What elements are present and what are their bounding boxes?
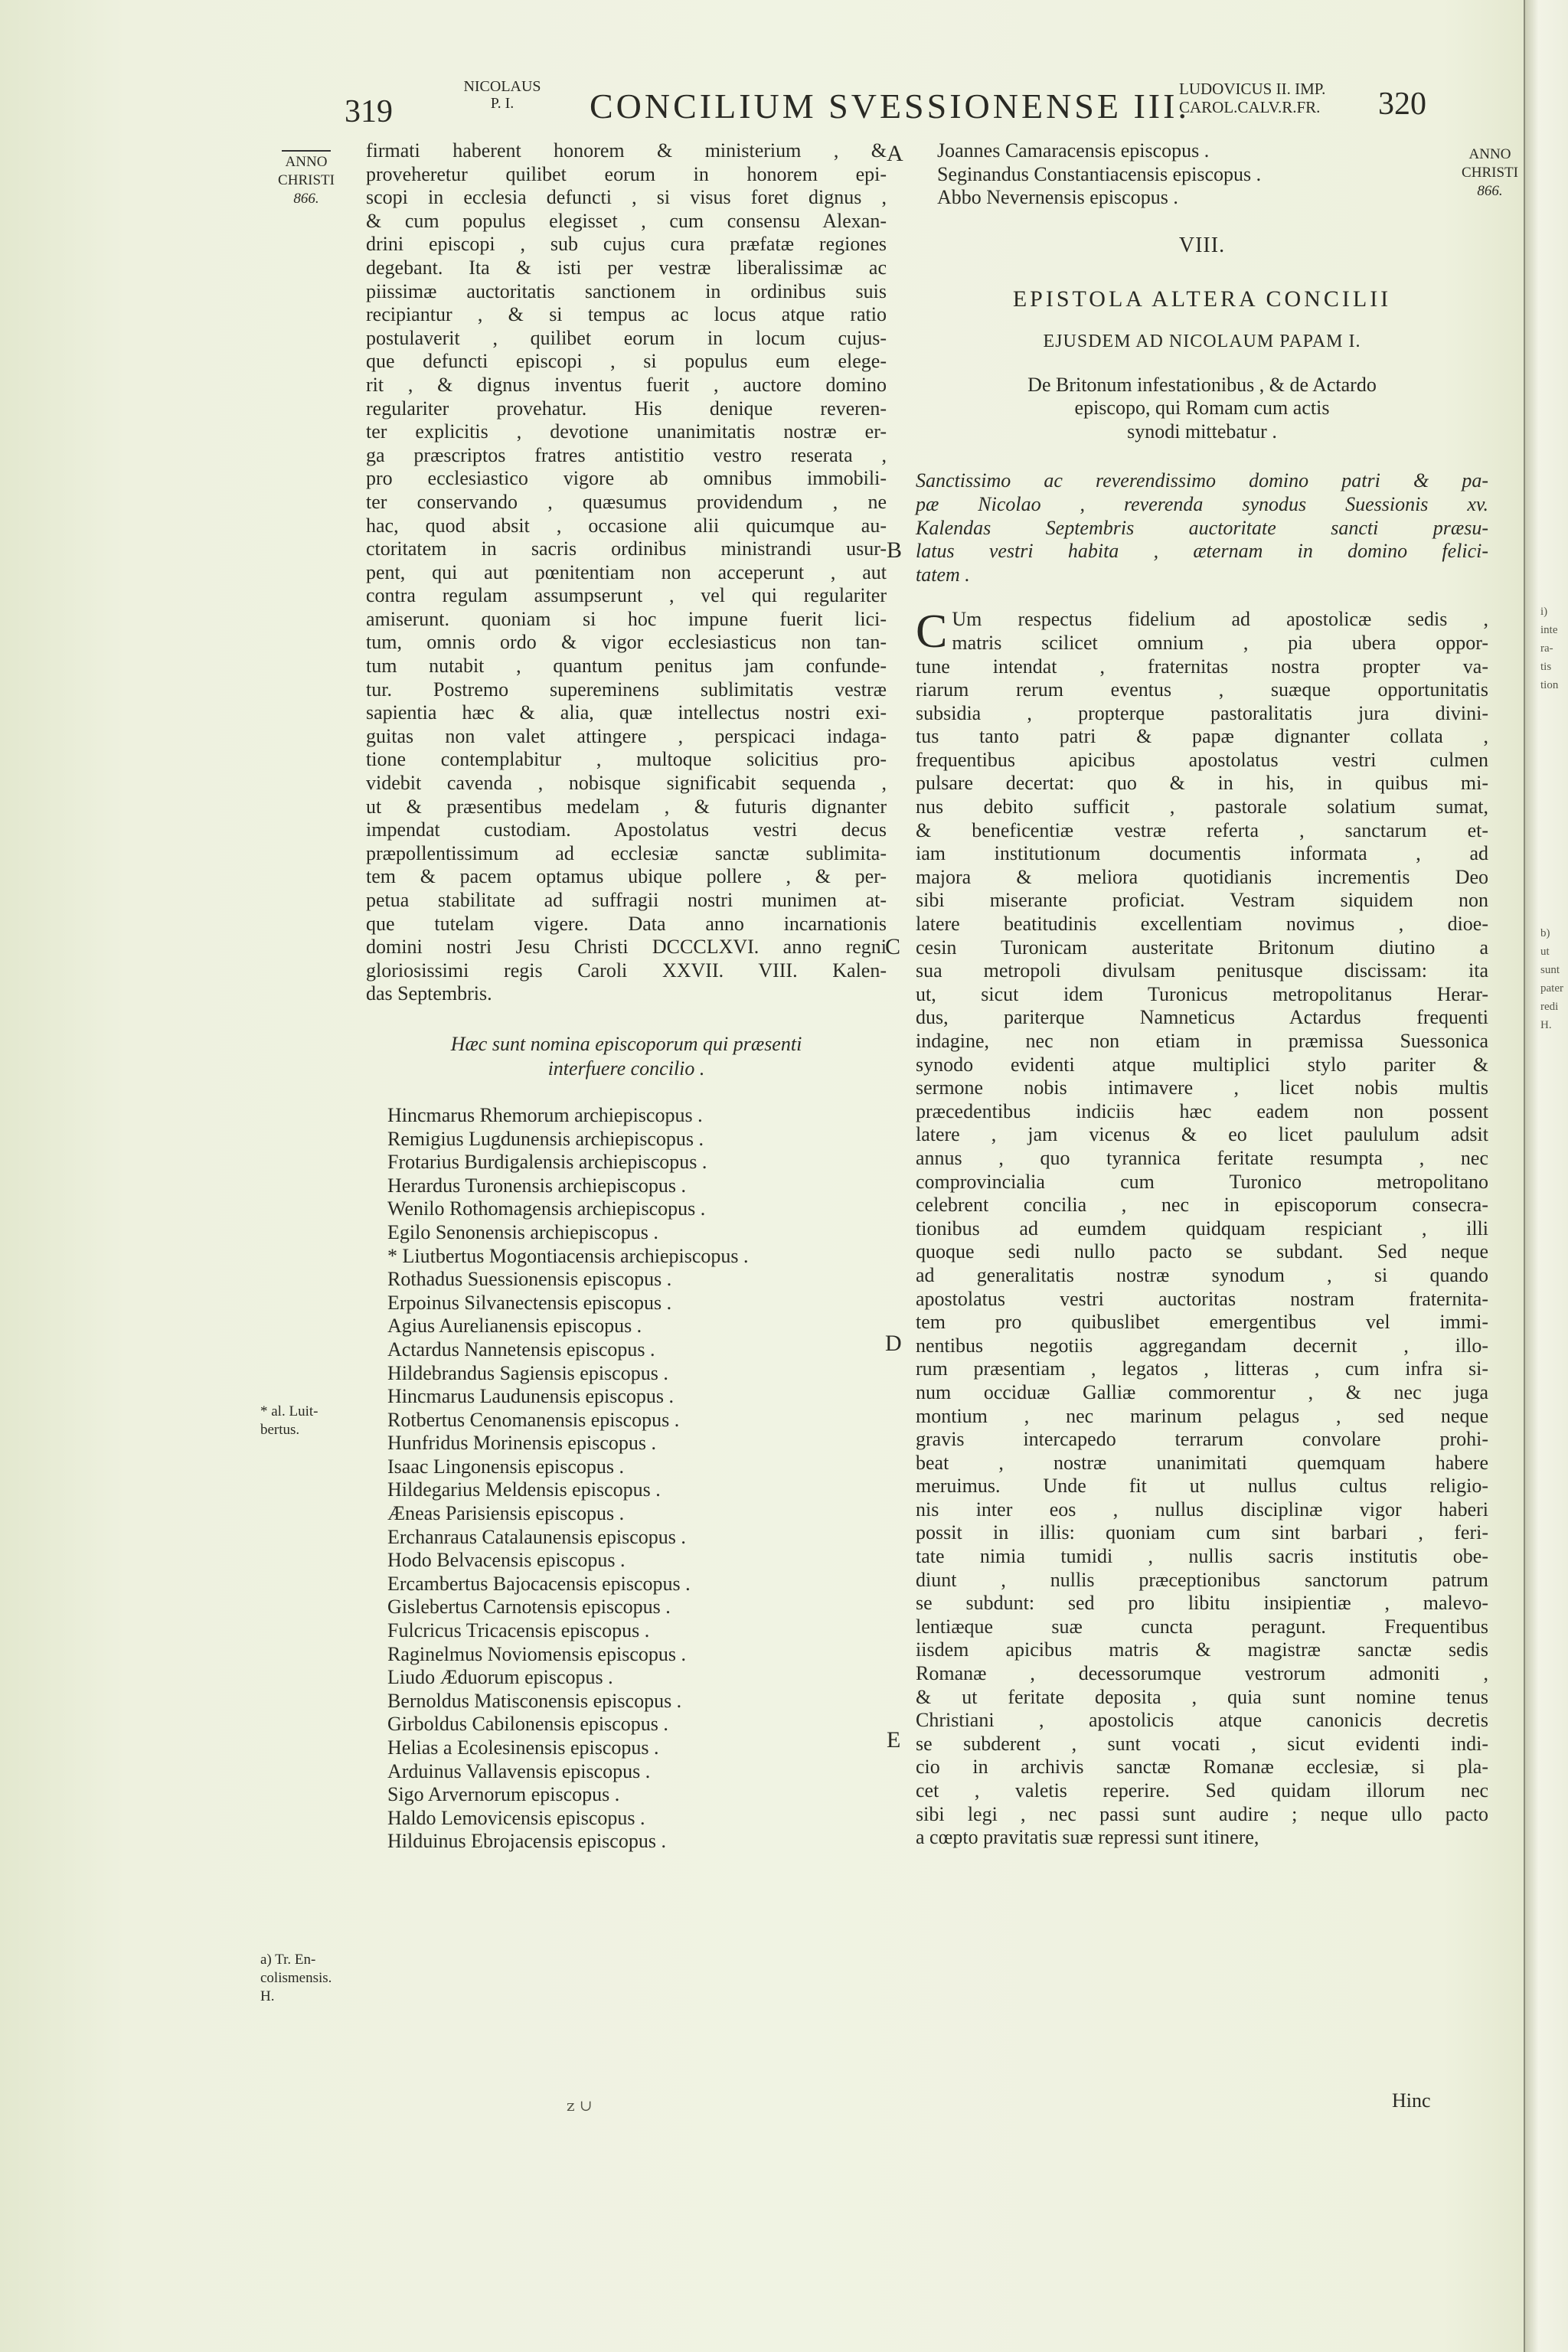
bishop-name: Agius Aurelianensis episcopus . [387,1315,642,1338]
body-line: latere beatitudinis excellentiam novimus , dioe- [916,913,1488,936]
body-line: amiserunt. quoniam si hoc impune fuerit lici- [366,607,887,630]
body-line: rum præsentiam , legatos , litteras , cum infra si- [916,1357,1488,1380]
epistle-summary [916,374,1488,444]
body-line: recipiantur , & si tempus ac locus atque ratio [366,303,887,326]
body-line: majora & meliora quotidianis incrementis Deo [916,865,1488,888]
body-line: tum, omnis ordo & vigor ecclesiasticus non tan- [366,631,887,654]
body-line: tur. Postremo supereminens sublimitatis vestræ [366,678,887,701]
bishop-name: Herardus Turonensis archiepiscopus . [387,1174,686,1197]
bishop-name: Egilo Senonensis archiepiscopus . [387,1220,658,1243]
bishop-name: Hincmarus Rhemorum archiepiscopus . [387,1103,703,1126]
body-line: riarum rerum eventus , suæque opportunitatis [916,678,1488,701]
left-running-head-sub: P. I. [490,95,514,112]
body-line: num occiduæ Galliæ commorentur , & nec juga [916,1380,1488,1403]
body-line: celebrent concilia , nec in episcoporum consecra- [916,1194,1488,1217]
left-running-head-sup: NICOLAUS [463,78,541,95]
bishop-name: Erchanraus Catalaunensis episcopus . [387,1525,686,1548]
bottom-mark: z ∪ [567,2096,593,2115]
edge-note-fragment: b) [1540,927,1550,939]
body-line: cet , valetis reperire. Sed quidam illorum nec [916,1779,1488,1802]
bishop-names-list [366,1104,887,1854]
edge-note-fragment: i) [1540,606,1548,618]
bishop-name: Remigius Lugdunensis archiepiscopus . [387,1127,704,1150]
body-line: possit in illis: quoniam cum sint barbari , feri- [916,1521,1488,1544]
body-line: hac, quod absit , occasione alii quicumque au- [366,514,887,537]
left-margin-year [260,150,352,208]
body-line: ga præscriptos fratres antistitio vestro reserata , [366,443,887,466]
drop-capital: C [916,606,948,658]
edge-note-fragment: ra- [1540,642,1553,655]
body-line: nus debito sufficit , pastorale solatium sumat, [916,795,1488,818]
body-line: drini episcopi , sub cujus cura præfatæ regiones [366,233,887,256]
body-line: pulsare decertat: quo & in his, in quibus mi- [916,772,1488,795]
body-line: Romanæ , decessorumque vestrorum admoniti , [916,1662,1488,1685]
body-line: tionibus ad eumdem quidquam respiciant , illi [916,1217,1488,1240]
body-line: præpollentissimum ad ecclesiæ sanctæ sublimita- [366,841,887,864]
margin-anno: ANNO [285,154,328,170]
right-column [916,139,1488,1850]
letter-body-text [916,608,1488,1849]
body-line: se subdunt: sed pro libitu insipientiæ , malevo- [916,1592,1488,1615]
edge-note-fragment: inte [1540,624,1558,636]
bishop-name: Girboldus Cabilonensis episcopus . [387,1713,668,1736]
body-line: tum nutabit , quantum penitus jam confunde- [366,655,887,678]
section-marker-e: E [887,1727,901,1753]
summary-line: synodi mittebatur . [1127,420,1277,443]
bishop-name: Rotbertus Cenomanensis episcopus . [387,1408,680,1431]
body-line: gravis intercapedo terrarum convolare prohi- [916,1428,1488,1451]
next-page-edge [1524,0,1568,2352]
names-heading [366,1032,887,1081]
body-line: apostolatus vestri auctoritas nostram fraternita- [916,1287,1488,1310]
bishop-name: * Liutbertus Mogontiacensis archiepiscopus . [387,1244,749,1267]
edge-note-fragment: redi [1540,1001,1559,1013]
body-line: diunt , nullis præceptionibus sanctorum patrum [916,1568,1488,1591]
edge-note-fragment: H. [1540,1019,1552,1031]
body-line: latere , jam vicenus & eo licet paululum adsit [916,1123,1488,1146]
body-line: postulaverit , quilibet eorum in locum cujus- [366,326,887,349]
body-line: Christiani , apostolicis atque canonicis decretis [916,1709,1488,1732]
margin-rule [282,150,331,152]
body-line: matris scilicet omnium , pia ubera oppor- [952,631,1488,654]
body-line: ad generalitatis nostræ synodum , si quando [916,1263,1488,1286]
footnote-line: bertus. [260,1422,300,1438]
bishop-name: Bernoldus Matisconensis episcopus . [387,1689,682,1712]
body-line: comprovincialia cum Turonico metropolitano [916,1170,1488,1193]
footnote-helias [260,1951,357,2006]
body-line: indagine, nec non etiam in præmissa Suessonica [916,1030,1488,1052]
body-line: se subderent , sunt vocati , sicut evidenti indi- [916,1732,1488,1755]
bishop-name: Haldo Lemovicensis episcopus . [387,1806,645,1829]
bishop-name: Seginandus Constantiacensis episcopus . [937,162,1262,185]
body-line: degebant. Ita & isti per vestræ liberalissimæ ac [366,256,887,279]
footnote-line: a) Tr. En- [260,1952,316,1968]
body-line: que defuncti episcopi , si populus eum elege- [366,350,887,373]
section-number: VIII. [1178,233,1226,257]
body-line: ter conservando , quæsumus providendum , ne [366,490,887,513]
bishop-name: Gislebertus Carnotensis episcopus . [387,1596,671,1619]
body-line: impendat custodiam. Apostolatus vestri decus [366,818,887,841]
right-page-number: 320 [1378,87,1426,122]
body-line: a cœpto pravitatis suæ repressi sunt itinere, [916,1826,1259,1849]
body-line: firmati haberent honorem & ministerium , & [366,139,887,162]
page-title: CONCILIUM SVESSIONENSE III. [590,87,1190,126]
bishop-name: Arduinus Vallavensis episcopus . [387,1759,651,1782]
names-heading-line: interfuere concilio . [547,1057,705,1080]
body-line: piissimæ auctoritatis sanctionem in ordinibus suis [366,279,887,302]
body-line: cesin Turonicam austeritate Britonum diutino a [916,936,1488,959]
body-line: pro ecclesiastico vigore ab omnibus immobili- [366,467,887,490]
edge-note-fragment: pater [1540,982,1563,995]
body-line: sua metropoli divulsam penitusque discissam: ita [916,959,1488,982]
body-line: ut, sicut idem Turonicus metropolitanus Herar- [916,982,1488,1005]
edge-note-fragment: tis [1540,661,1552,673]
salutation-line: Sanctissimo ac reverendissimo domino patri & pa- [916,469,1488,492]
body-line: proveheretur quilibet eorum in honorem epi- [366,162,887,185]
body-line: iisdem apicibus matris & magistræ sanctæ sedis [916,1638,1488,1661]
salutation-line: pæ Nicolao , reverenda synodus Suessionis xv. [916,492,1488,515]
body-line: das Septembris. [366,982,492,1005]
bishop-name: Liudo Æduorum episcopus . [387,1666,613,1689]
edge-note-fragment: ut [1540,946,1550,958]
body-line: ctoritatem in sacris ordinibus ministrandi usur- [366,537,887,560]
section-marker-b: B [887,537,903,563]
body-line: scopi in ecclesia defuncti , si visus foret dignus , [366,186,887,209]
body-line: tus tanto patri & papæ dignanter collata , [916,725,1488,748]
section-marker-c: C [885,934,901,959]
bishop-name: Sigo Arvernorum episcopus . [387,1783,620,1806]
body-line: videbit cavenda , nobisque significabit sequenda , [366,772,887,795]
body-line: tem & pacem optamus ubique pollere , & per- [366,865,887,888]
body-line: sermone nobis intimavere , licet nobis multis [916,1076,1488,1099]
body-line: & ut feritate deposita , quia sunt nomine tenus [916,1685,1488,1708]
bishop-name: Hildegarius Meldensis episcopus . [387,1478,661,1501]
right-running-head-sub: CAROL.CALV.R.FR. [1179,98,1321,116]
body-line: subsidia , propterque pastoralitatis jura divini- [916,701,1488,724]
bishop-name: Frotarius Burdigalensis archiepiscopus . [387,1151,707,1174]
body-line: nis inter eos , nullus disciplinæ vigor haberi [916,1498,1488,1521]
body-line: frequentibus apicibus apostolatus vestri culmen [916,748,1488,771]
body-line: annus , quo tyrannica feritate resumpta , nec [916,1146,1488,1169]
bishop-name: Rothadus Suessionensis episcopus . [387,1268,672,1291]
body-line: gloriosissimi regis Caroli XXVII. VIII. Kalen- [366,959,887,982]
left-body-text [366,139,887,1006]
letter-body [916,608,1488,1849]
body-line: beat , nostræ unanimitati quemquam habere [916,1451,1488,1474]
right-running-head [1179,80,1325,116]
bishop-name: Actardus Nannetensis episcopus . [387,1338,655,1361]
body-line: quoque sedi nullo pacto se subdant. Sed neque [916,1240,1488,1263]
body-line: tem pro quibuslibet emergentibus vel immi- [916,1311,1488,1334]
body-line: cio in archivis sanctæ Romanæ ecclesiæ, si pla- [916,1756,1488,1779]
body-line: ter explicitis , devotione unanimitatis nostræ er- [366,420,887,443]
body-line: guitas non valet attingere , perspicaci indaga- [366,724,887,747]
body-line: domini nostri Jesu Christi DCCCLXVI. anno regni [366,936,887,959]
body-line: tione contemplabitur , multoque solicitius pro- [366,748,887,771]
body-line: præcedentibus indiciis hæc eadem non possent [916,1099,1488,1122]
epistle-title: EPISTOLA ALTERA CONCILII [1012,286,1392,312]
body-line: regulariter provehatur. His denique reveren- [366,397,887,420]
body-line: rit , & dignus inventus fuerit , auctore domino [366,373,887,396]
body-line: & cum populus elegisset , cum consensu Alexan- [366,209,887,232]
bishop-name: Wenilo Rothomagensis archiepiscopus . [387,1197,706,1220]
margin-christi: CHRISTI [1462,165,1518,181]
body-line: & beneficentiæ vestræ referta , sanctarum et- [916,818,1488,841]
body-line: montium , nec marinum pelagus , sed neque [916,1404,1488,1427]
bishop-name: Hunfridus Morinensis episcopus . [387,1432,656,1455]
margin-year: 866. [1477,183,1503,199]
bishop-name: Abbo Nevernensis episcopus . [937,186,1178,209]
edge-note-fragment: tion [1540,679,1559,691]
body-line: tate nimia tumidi , nullis sacris institutis obe- [916,1545,1488,1568]
salutation [916,469,1488,586]
body-line: lentiæque suæ cuncta peragunt. Frequentibus [916,1615,1488,1638]
body-line: sapientia hæc & alia, quæ intellectus nostri exi- [366,701,887,724]
edge-note-fragment: sunt [1540,964,1560,976]
body-line: iam institutionum documentis informata , ad [916,842,1488,865]
bishop-name: Hildebrandus Sagiensis episcopus . [387,1361,668,1384]
body-line: nentibus negotiis aggregandam decernit , illo- [916,1334,1488,1357]
section-marker-d: D [885,1331,902,1356]
body-line: meruimus. Unde fit ut nullus cultus religio- [916,1475,1488,1498]
right-running-head-sup: LUDOVICUS II. IMP. [1179,80,1326,98]
left-running-head [456,78,548,112]
bishop-name: Hilduinus Ebrojacensis episcopus . [387,1830,666,1853]
body-line: dus, pariterque Namneticus Actardus frequenti [916,1006,1488,1029]
bishop-name: Ercambertus Bajocacensis episcopus . [387,1572,691,1595]
left-column [366,139,887,1854]
bishop-name: Helias a Ecolesinensis episcopus . [387,1736,659,1759]
body-line: que tutelam vigere. Data anno incarnationis [366,912,887,935]
names-heading-line: Hæc sunt nomina episcoporum qui præsenti [450,1032,802,1055]
top-bishop-names [916,139,1488,210]
margin-christi: CHRISTI [278,172,335,188]
bishop-name: Joannes Camaracensis episcopus . [937,139,1210,162]
section-marker-a: A [887,141,903,166]
summary-line: episcopo, qui Romam cum actis [1074,397,1330,420]
catchword: Hinc [1392,2089,1431,2112]
footnote-liutbertus [260,1403,357,1439]
bishop-name: Æneas Parisiensis episcopus . [387,1502,625,1525]
salutation-line: latus vestri habita , æternam in domino felici- [916,540,1488,563]
body-line: Um respectus fidelium ad apostolicæ sedis , [952,608,1488,631]
body-line: sibi miserante proficiat. Vestram siquidem non [916,889,1488,912]
left-page-number: 319 [345,94,393,129]
body-line: synodo evidenti atque multiplici stylo pariter & [916,1053,1488,1076]
summary-line: De Britonum infestationibus , & de Actardo [1027,373,1377,396]
body-line: petua stabilitate ad suffragii nostri munimen at- [366,889,887,911]
salutation-line: Kalendas Septembris auctoritate sancti præsu- [916,516,1488,539]
margin-year: 866. [293,191,319,207]
bishop-name: Raginelmus Noviomensis episcopus . [387,1642,686,1665]
margin-anno: ANNO [1468,146,1511,162]
body-line: contra regulam assumpserunt , vel qui regulariter [366,584,887,607]
body-line: sibi legi , nec passi sunt audire ; neque ullo pacto [916,1802,1488,1825]
bishop-name: Hodo Belvacensis episcopus . [387,1549,626,1572]
bishop-name: Isaac Lingonensis episcopus . [387,1455,625,1478]
footnote-line: H. [260,1988,275,2004]
bishop-name: Erpoinus Silvanectensis episcopus . [387,1291,672,1314]
footnote-line: colismensis. [260,1970,332,1986]
bishop-name: Fulcricus Tricacensis episcopus . [387,1619,650,1642]
bishop-name: Hincmarus Laudunensis episcopus . [387,1385,675,1408]
body-line: tune intendat , fraternitas nostra propter va- [916,655,1488,678]
footnote-line: * al. Luit- [260,1403,318,1419]
epistle-subtitle: EJUSDEM AD NICOLAUM PAPAM I. [1043,331,1361,351]
body-line: ut & præsentibus medelam , & futuris dignanter [366,795,887,818]
salutation-line: tatem . [916,563,970,586]
body-line: pent, qui aut pœnitentiam non acceperunt , aut [366,560,887,583]
